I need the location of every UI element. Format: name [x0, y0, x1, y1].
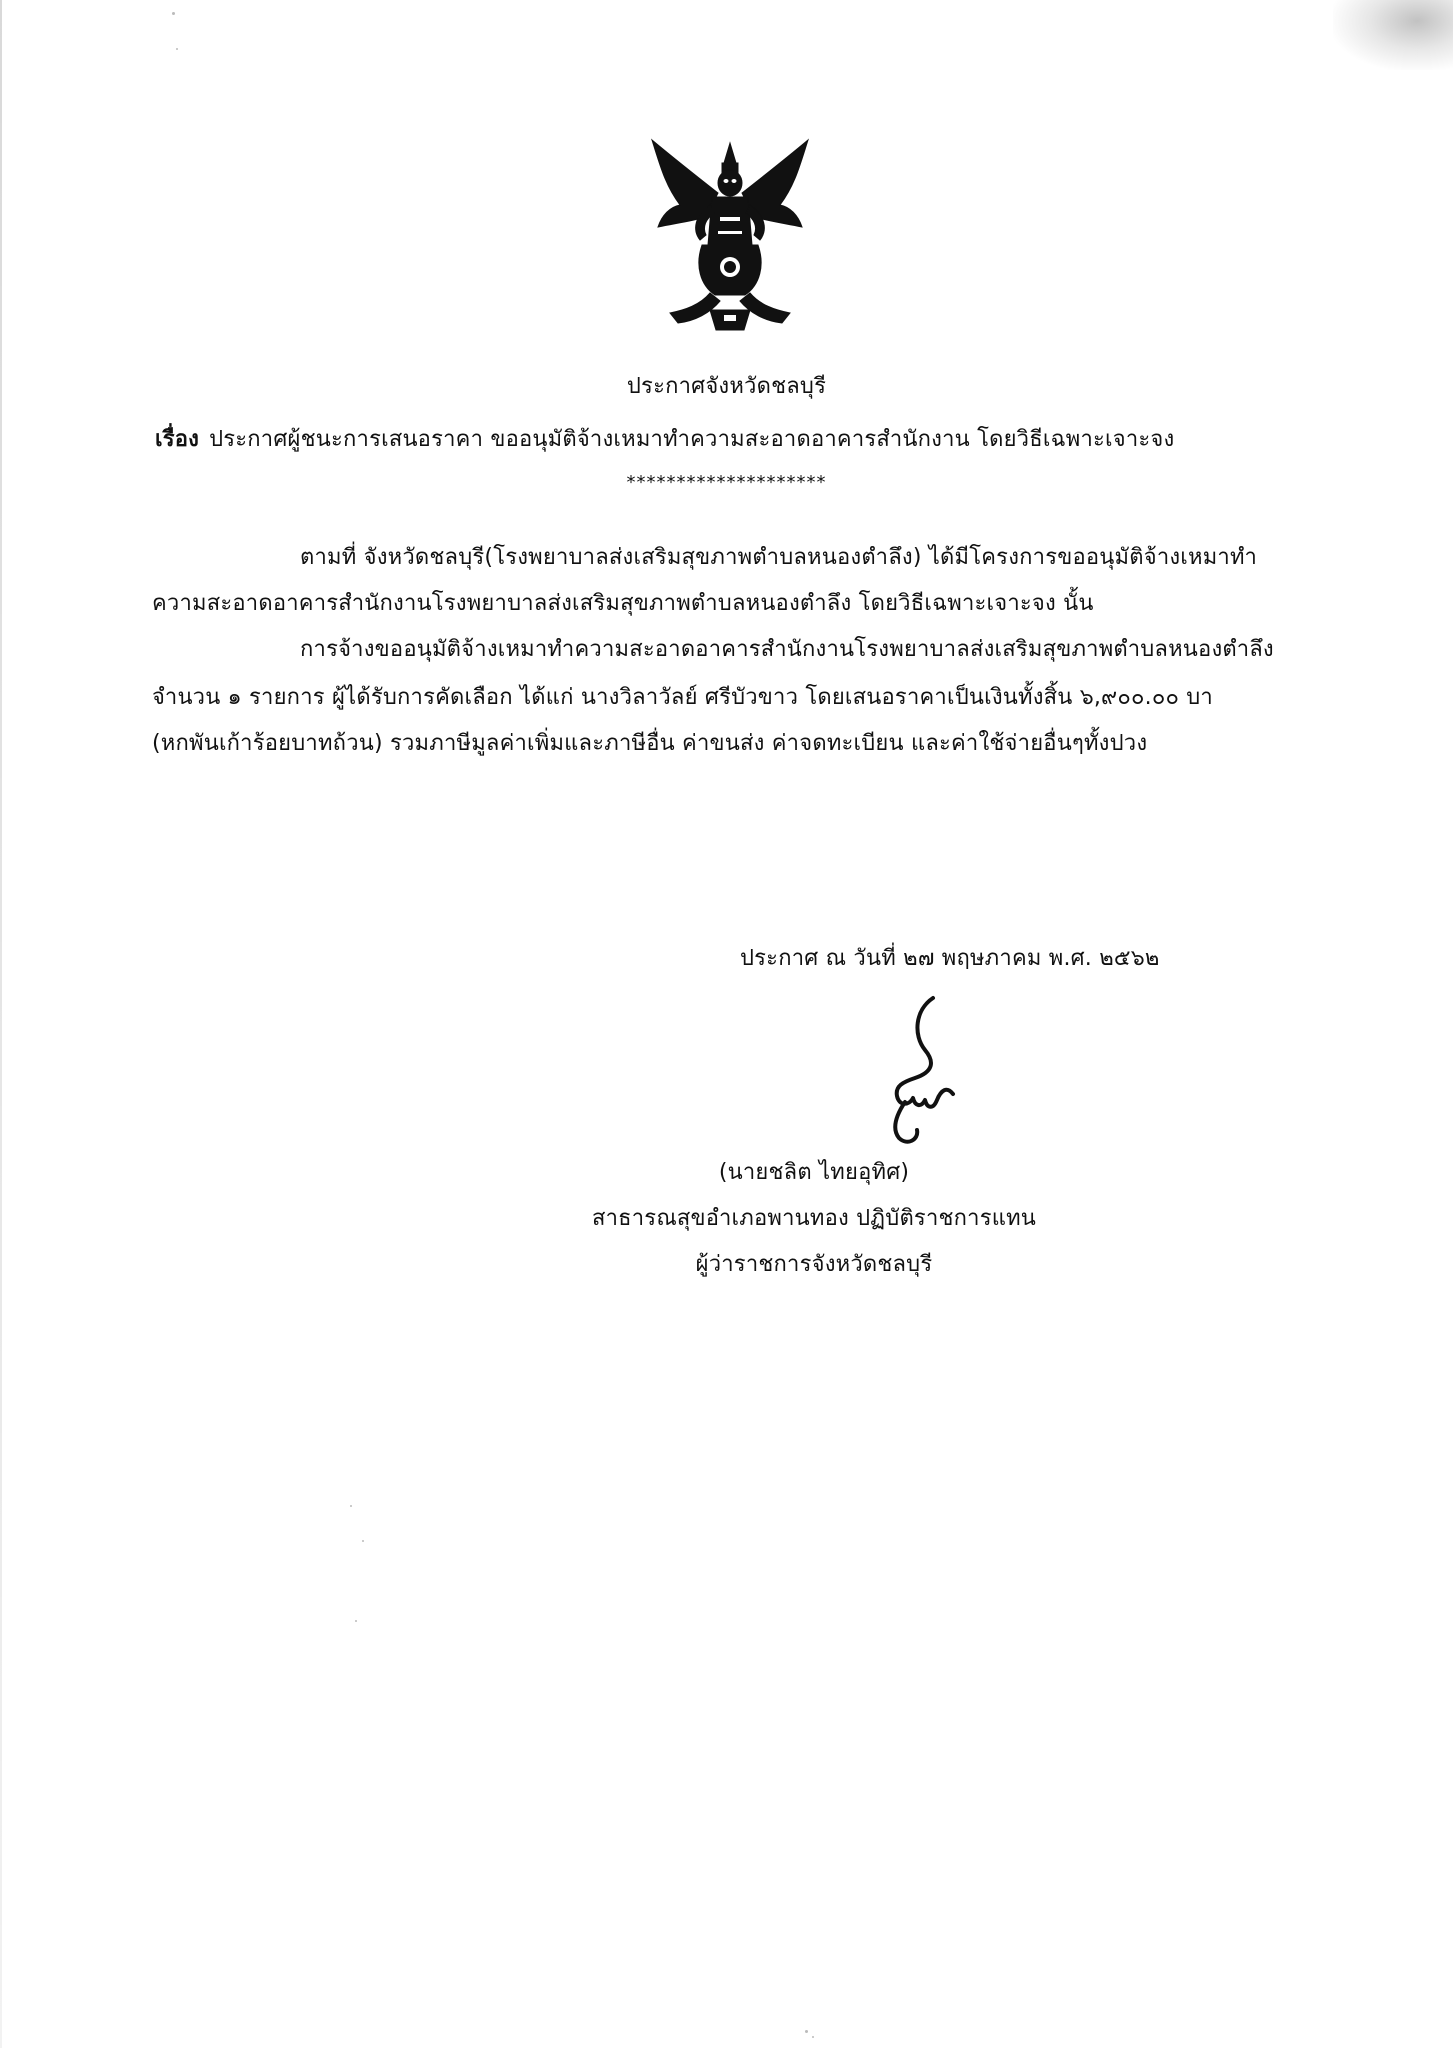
signatory-role: ผู้ว่าราชการจังหวัดชลบุรี [695, 1252, 933, 1277]
handwritten-signature [875, 990, 965, 1150]
subject-text: ประกาศผู้ชนะการเสนอราคา ขออนุมัติจ้างเหมาทำความสะอาดอาคารสำนักงาน โดยวิธีเฉพาะเจาะจง [209, 427, 1175, 452]
body-line: จำนวน ๑ รายการ ผู้ได้รับการคัดเลือก ได้แก่ นางวิลาวัลย์ ศรีบัวขาว โดยเสนอราคาเป็นเงินทั้งสิ้น ๖,๙๐๐.๐๐ บา [152, 685, 1213, 710]
body-line: ตามที่ จังหวัดชลบุรี(โรงพยาบาลส่งเสริมสุขภาพตำบลหนองตำลึง) ได้มีโครงการขออนุมัติจ้างเหมาทำ [300, 545, 1258, 570]
scan-edge-shadow [0, 0, 2, 2048]
subject-label: เรื่อง [155, 427, 200, 452]
garuda-emblem-icon [640, 135, 820, 335]
scan-speck [350, 1505, 352, 1507]
scan-speck [355, 1620, 357, 1622]
scan-noise [1333, 0, 1453, 70]
document-title: ประกาศจังหวัดชลบุรี [626, 374, 827, 399]
scan-speck [172, 12, 175, 15]
scan-speck [176, 48, 178, 50]
signatory-name: (นายชลิต ไทยอุทิศ) [718, 1160, 910, 1185]
title-separator: ******************** [626, 472, 827, 493]
body-line: ความสะอาดอาคารสำนักงานโรงพยาบาลส่งเสริมสุขภาพตำบลหนองตำลึง โดยวิธีเฉพาะเจาะจง นั้น [152, 591, 1094, 616]
body-line: การจ้างขออนุมัติจ้างเหมาทำความสะอาดอาคารสำนักงานโรงพยาบาลส่งเสริมสุขภาพตำบลหนองตำลึง [300, 637, 1274, 662]
body-line: (หกพันเก้าร้อยบาทถ้วน) รวมภาษีมูลค่าเพิ่มและภาษีอื่น ค่าขนส่ง ค่าจดทะเบียน และค่าใช้จ่ายอื่นๆทั้งปวง [152, 731, 1148, 756]
scan-speck [805, 2030, 808, 2033]
announcement-date: ประกาศ ณ วันที่ ๒๗ พฤษภาคม พ.ศ. ๒๕๖๒ [740, 946, 1160, 971]
document-subject [155, 425, 1174, 455]
scan-speck [812, 2036, 814, 2038]
signatory-position: สาธารณสุขอำเภอพานทอง ปฏิบัติราชการแทน [591, 1206, 1037, 1231]
scan-speck [362, 1540, 364, 1542]
